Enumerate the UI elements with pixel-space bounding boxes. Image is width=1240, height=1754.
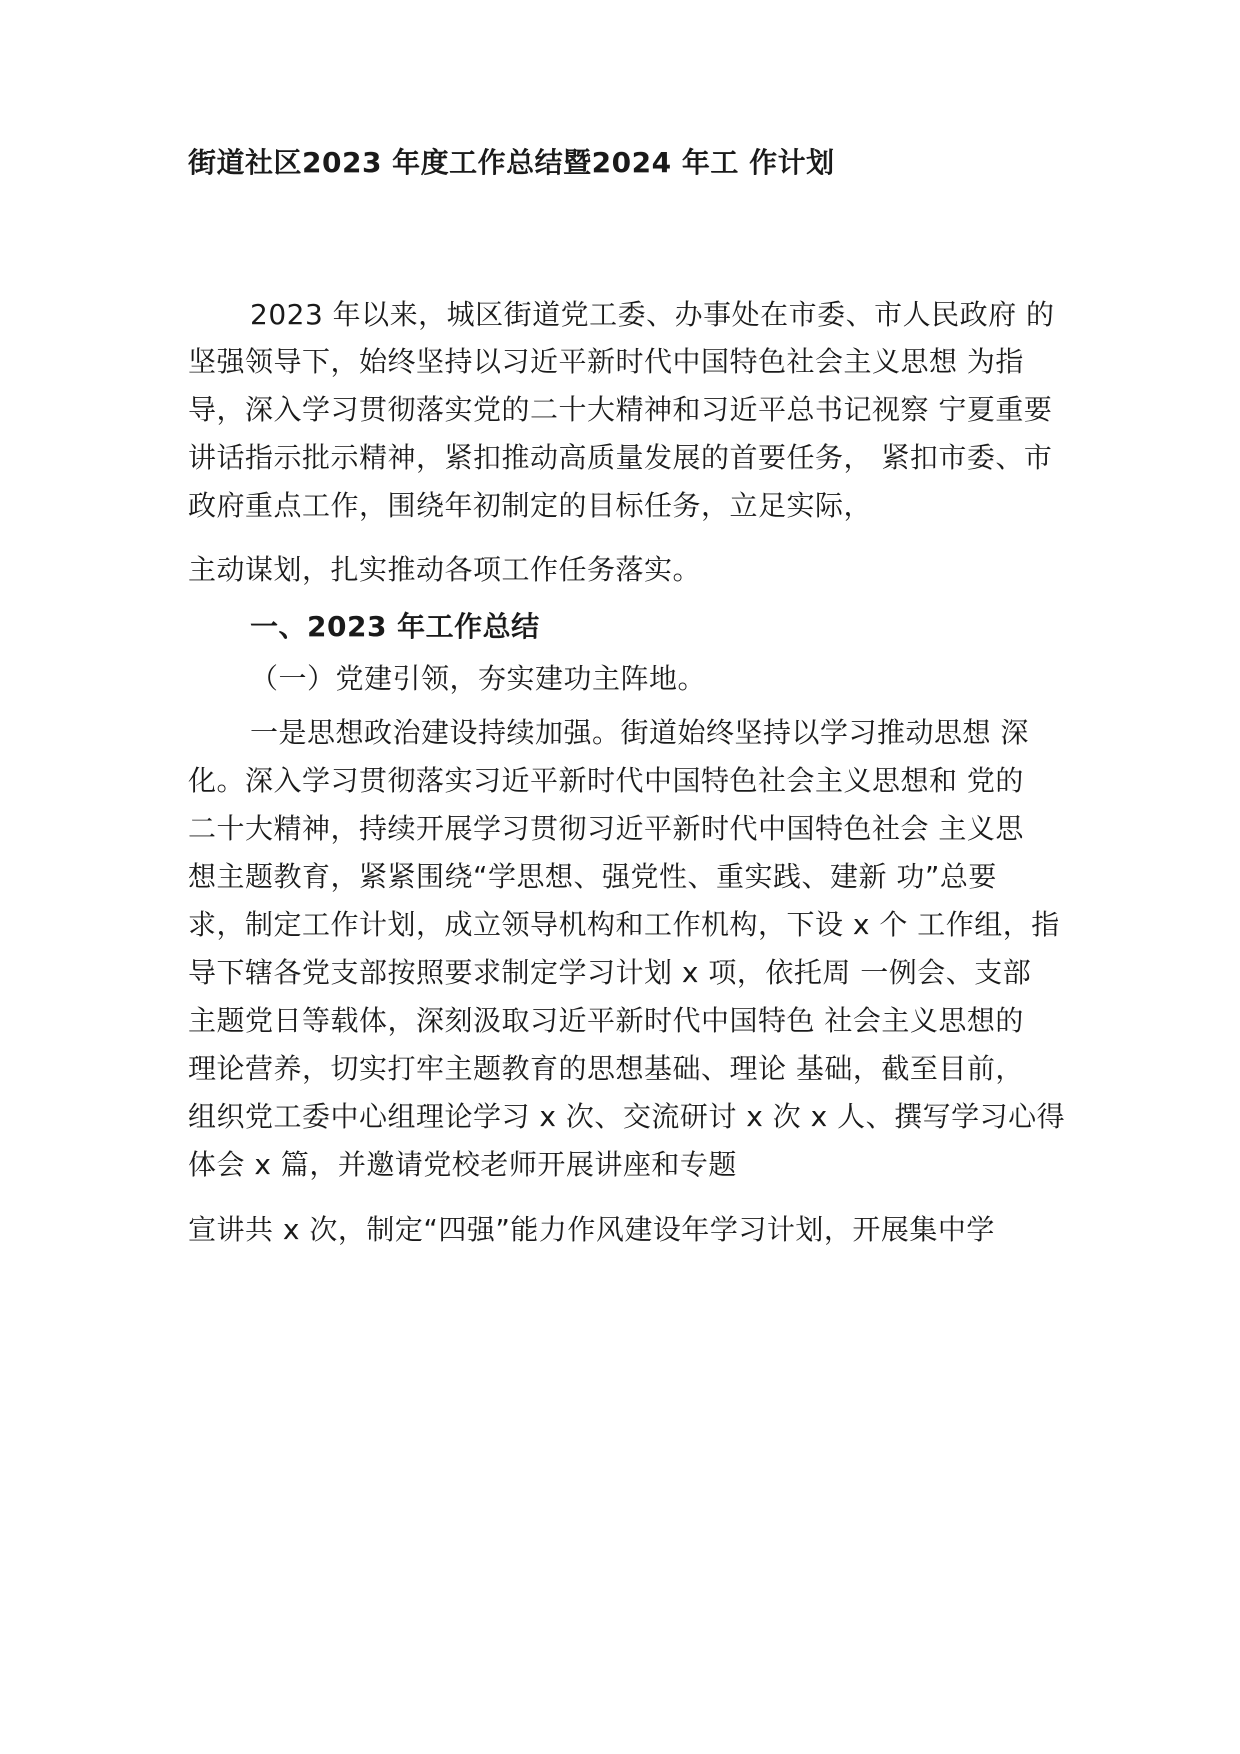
body-line-8: 理论营养，切实打牢主题教育的思想基础、理论 基础，截至目前， <box>188 1052 1024 1085</box>
section-heading: 一、2023 年工作总结 <box>250 610 540 643</box>
body-line-10: 体会 x 篇，并邀请党校老师开展讲座和专题 <box>188 1148 737 1181</box>
body-line-7: 主题党日等载体，深刻汲取习近平新时代中国特色 社会主义思想的 <box>188 1004 1024 1037</box>
intro-line-4: 讲话指示批示精神，紧扣推动高质量发展的首要任务， 紧扣市委、市 <box>188 441 1053 474</box>
body-line-6: 导下辖各党支部按照要求制定学习计划 x 项，依托周 一例会、支部 <box>188 956 1032 989</box>
document-title: 街道社区2023 年度工作总结暨2024 年工 作计划 <box>188 146 835 179</box>
body-line-2: 化。深入学习贯彻落实习近平新时代中国特色社会主义思想和 党的 <box>188 764 1024 797</box>
subsection-heading: （一）党建引领，夯实建功主阵地。 <box>250 662 707 695</box>
intro-line-5: 政府重点工作，围绕年初制定的目标任务，立足实际， <box>188 489 873 522</box>
body-line-1: 一是思想政治建设持续加强。街道始终坚持以学习推动思想 深 <box>250 716 1029 749</box>
intro-line-6: 主动谋划，扎实推动各项工作任务落实。 <box>188 553 702 586</box>
body-line-11: 宣讲共 x 次，制定“四强”能力作风建设年学习计划，开展集中学 <box>188 1213 995 1246</box>
body-line-5: 求，制定工作计划，成立领导机构和工作机构，下设 x 个 工作组，指 <box>188 908 1060 941</box>
body-line-9: 组织党工委中心组理论学习 x 次、交流研讨 x 次 x 人、撰写学习心得 <box>188 1100 1066 1133</box>
intro-line-2: 坚强领导下，始终坚持以习近平新时代中国特色社会主义思想 为指 <box>188 345 1024 378</box>
intro-line-1: 2023 年以来，城区街道党工委、办事处在市委、市人民政府 的 <box>250 298 1055 331</box>
body-line-3: 二十大精神，持续开展学习贯彻习近平新时代中国特色社会 主义思 <box>188 812 1024 845</box>
body-line-4: 想主题教育，紧紧围绕“学思想、强党性、重实践、建新 功”总要 <box>188 860 997 893</box>
intro-line-3: 导，深入学习贯彻落实党的二十大精神和习近平总书记视察 宁夏重要 <box>188 393 1053 426</box>
